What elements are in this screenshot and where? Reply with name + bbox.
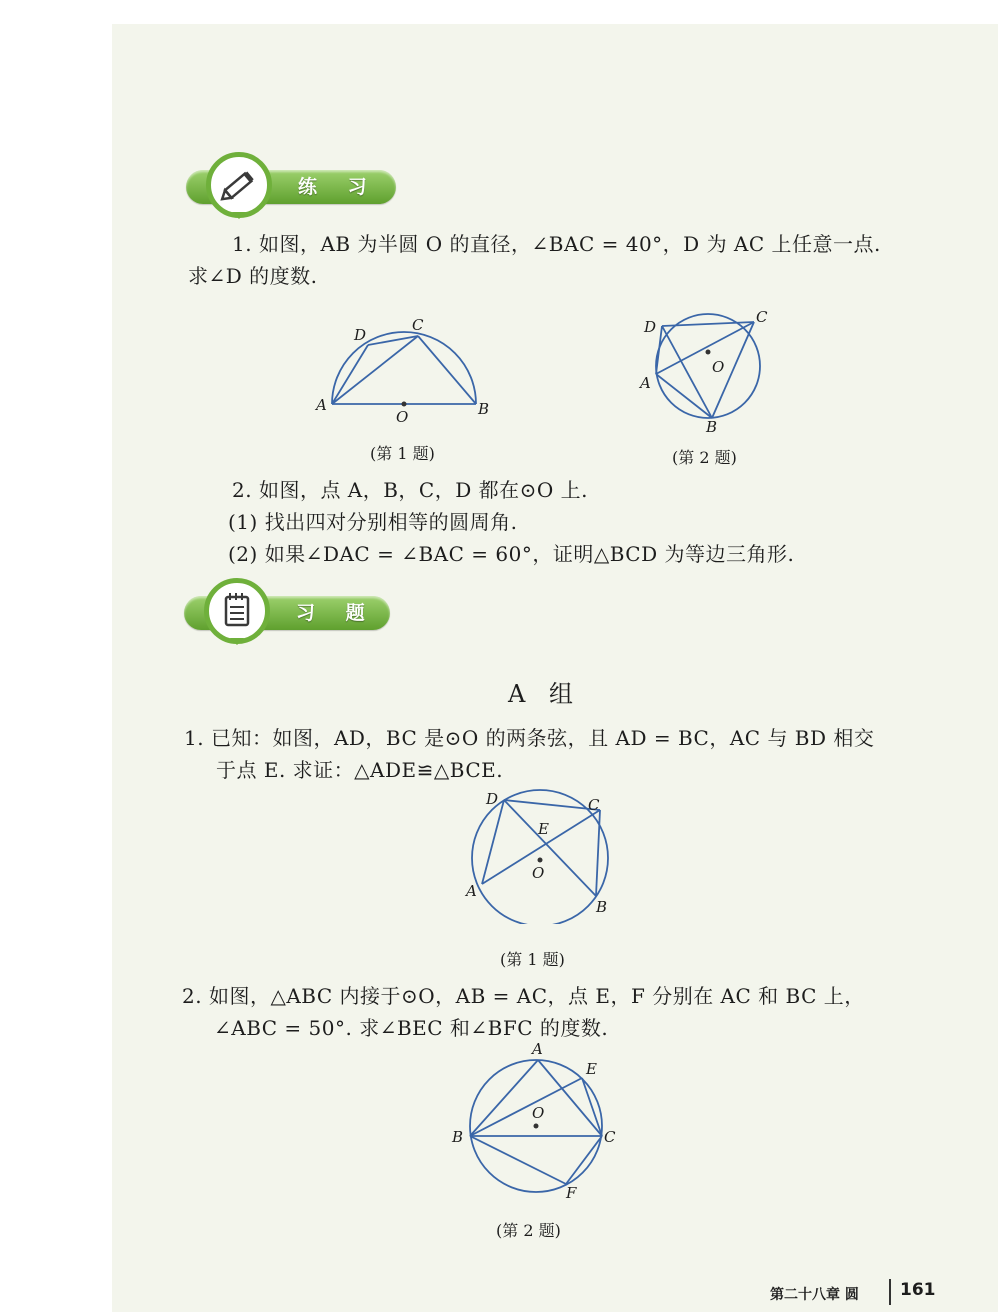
label-F: F bbox=[566, 1184, 577, 1202]
exercise-fig2-caption: (第 2 题) bbox=[496, 1221, 561, 1240]
center-point bbox=[706, 350, 711, 355]
practice-title: 练 习 bbox=[298, 176, 379, 198]
label-B: B bbox=[478, 400, 490, 418]
label-O: O bbox=[396, 408, 409, 426]
label-B: B bbox=[452, 1128, 464, 1146]
label-C: C bbox=[756, 308, 768, 326]
practice-fig1-caption: (第 1 题) bbox=[370, 444, 435, 463]
center-point bbox=[538, 858, 543, 863]
label-E: E bbox=[586, 1060, 597, 1078]
practice-q1-line1: 1. 如图，AB 为半圆 O 的直径，∠BAC = 40°，D 为 AC 上任意一点. bbox=[232, 232, 881, 256]
label-B: B bbox=[596, 898, 608, 916]
practice-figure-2 bbox=[636, 302, 786, 436]
label-A: A bbox=[532, 1040, 543, 1058]
practice-q1-line2: 求∠D 的度数. bbox=[188, 264, 318, 288]
exercise-fig1-caption: (第 1 题) bbox=[500, 950, 565, 969]
label-D: D bbox=[486, 790, 499, 808]
practice-banner bbox=[186, 166, 396, 208]
label-A: A bbox=[466, 882, 477, 900]
group-a-heading: A 组 bbox=[508, 680, 581, 708]
practice-q2-part2: (2) 如果∠DAC = ∠BAC = 60°，证明△BCD 为等边三角形. bbox=[228, 542, 795, 566]
center-point bbox=[402, 402, 407, 407]
exercise-figure-1 bbox=[458, 784, 618, 924]
label-O: O bbox=[532, 1104, 545, 1122]
practice-q2-line1: 2. 如图，点 A，B，C，D 都在⊙O 上. bbox=[232, 478, 589, 502]
exercises-title: 习 题 bbox=[296, 602, 377, 624]
label-C: C bbox=[412, 316, 424, 334]
practice-q2-part1: (1) 找出四对分别相等的圆周角. bbox=[228, 510, 518, 534]
center-point bbox=[534, 1124, 539, 1129]
label-A: A bbox=[316, 396, 327, 414]
label-C: C bbox=[588, 796, 600, 814]
practice-fig2-caption: (第 2 题) bbox=[672, 448, 737, 467]
notebook-icon bbox=[204, 578, 270, 644]
exercises-banner bbox=[184, 592, 390, 634]
label-O: O bbox=[712, 358, 725, 376]
exercise-q2-line1: 2. 如图，△ABC 内接于⊙O，AB = AC，点 E，F 分别在 AC 和 BC 上， bbox=[182, 984, 865, 1008]
label-D: D bbox=[354, 326, 367, 344]
label-C: C bbox=[604, 1128, 616, 1146]
exercise-figure-2 bbox=[448, 1040, 624, 1204]
label-B: B bbox=[706, 418, 718, 436]
page-number: 161 bbox=[900, 1280, 936, 1300]
exercise-q2-line2: ∠ABC = 50°. 求∠BEC 和∠BFC 的度数. bbox=[214, 1016, 609, 1040]
chapter-footer: 第二十八章 圆 bbox=[770, 1287, 859, 1303]
exercise-q1-line1: 1. 已知：如图，AD，BC 是⊙O 的两条弦，且 AD = BC，AC 与 BD 相交 bbox=[184, 726, 875, 750]
exercise-q1-line2: 于点 E. 求证：△ADE≌△BCE. bbox=[216, 758, 504, 782]
pencil-icon bbox=[206, 152, 272, 218]
footer-divider bbox=[889, 1279, 891, 1305]
label-O: O bbox=[532, 864, 545, 882]
label-A: A bbox=[640, 374, 651, 392]
label-D: D bbox=[644, 318, 657, 336]
practice-figure-1 bbox=[310, 310, 500, 430]
label-E: E bbox=[538, 820, 549, 838]
